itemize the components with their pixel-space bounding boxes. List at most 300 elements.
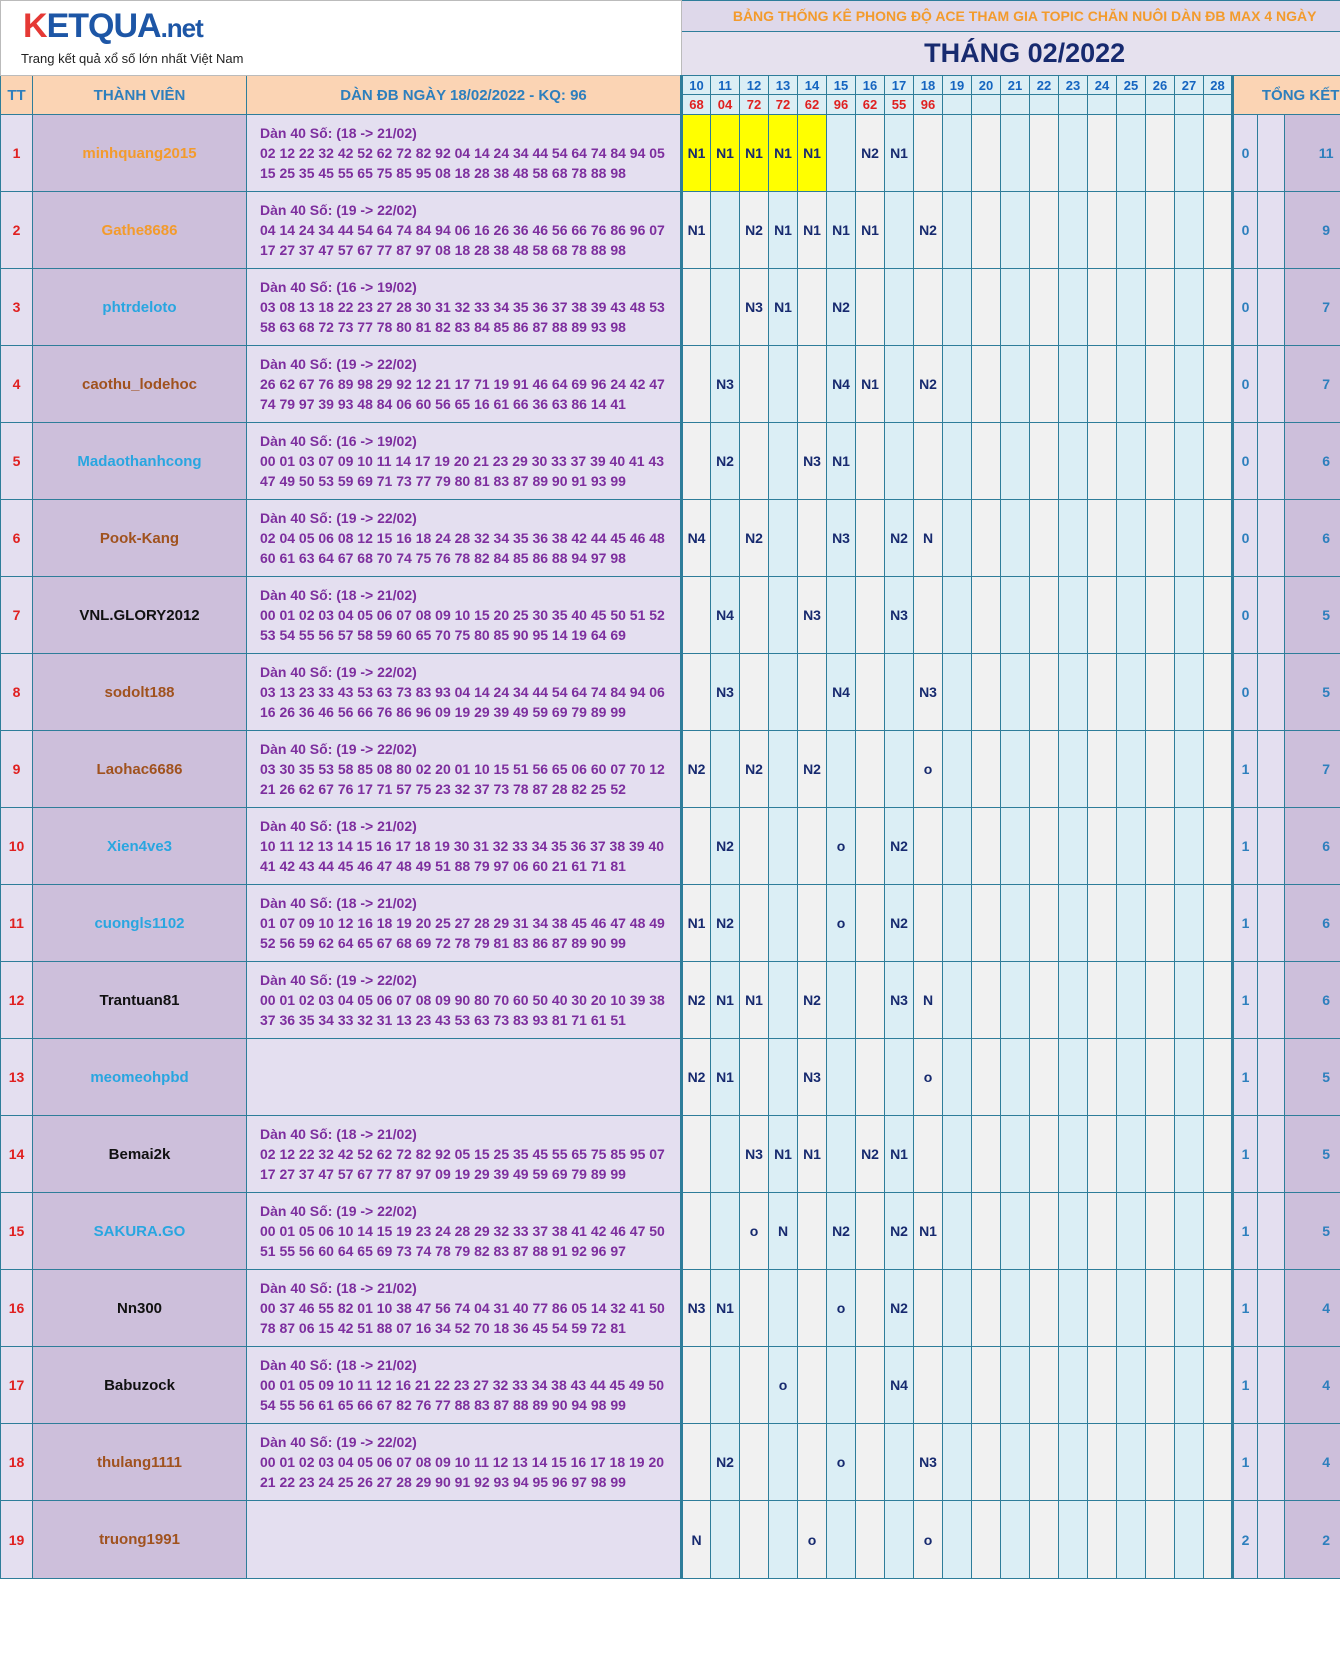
summary-spacer — [1258, 346, 1285, 423]
table-row — [1, 1501, 1340, 1579]
day-result — [1117, 95, 1146, 115]
day-cell — [1001, 346, 1030, 423]
day-result — [1175, 95, 1204, 115]
day-cell — [1001, 500, 1030, 577]
summary-miss: 1 — [1233, 1424, 1258, 1501]
day-cell — [1117, 1116, 1146, 1193]
day-cell — [1117, 500, 1146, 577]
table-row — [1, 1039, 1340, 1116]
day-cell — [827, 1501, 856, 1579]
day-cell — [1117, 192, 1146, 269]
table-row — [1, 269, 1340, 346]
day-cell: N3 — [798, 577, 827, 654]
day-cell: N2 — [798, 962, 827, 1039]
header-dan: DÀN ĐB NGÀY 18/02/2022 - KQ: 96 — [247, 76, 682, 115]
day-cell — [1146, 423, 1175, 500]
day-cell — [1030, 731, 1059, 808]
day-cell — [1175, 500, 1204, 577]
day-cell — [856, 885, 885, 962]
day-cell — [943, 346, 972, 423]
day-cell — [1117, 885, 1146, 962]
day-cell — [943, 1424, 972, 1501]
day-cell — [1146, 1501, 1175, 1579]
day-cell — [1088, 1039, 1117, 1116]
day-cell — [914, 808, 943, 885]
day-result: 62 — [856, 95, 885, 115]
summary-miss: 1 — [1233, 808, 1258, 885]
dan-title: Dàn 40 Số: (18 -> 21/02) — [260, 818, 417, 834]
dan-numbers: 26 62 67 76 89 98 29 92 12 21 17 71 19 91 46 64 69 96 24 42 47 — [260, 376, 665, 392]
day-cell — [856, 962, 885, 1039]
day-cell — [711, 192, 740, 269]
dan-title: Dàn 40 Số: (18 -> 21/02) — [260, 1126, 417, 1142]
day-cell — [740, 808, 769, 885]
dan-numbers: 00 01 03 07 09 10 11 14 17 19 20 21 23 29 30 33 37 39 40 41 43 — [260, 453, 665, 469]
day-result: 72 — [769, 95, 798, 115]
day-cell — [856, 1270, 885, 1347]
day-cell: o — [827, 1424, 856, 1501]
day-result — [972, 95, 1001, 115]
row-number: 19 — [1, 1501, 33, 1579]
day-cell — [827, 115, 856, 192]
day-cell — [798, 346, 827, 423]
summary-miss: 0 — [1233, 192, 1258, 269]
dan-numbers: 60 61 63 64 67 68 70 74 75 76 78 82 84 85 86 88 94 97 98 — [260, 550, 626, 566]
day-cell — [711, 1501, 740, 1579]
dan-cell — [247, 654, 682, 731]
day-cell — [943, 654, 972, 731]
day-cell — [1204, 1193, 1233, 1270]
table-row — [1, 731, 1340, 808]
dan-title: Dàn 40 Số: (19 -> 22/02) — [260, 972, 417, 988]
day-cell — [827, 731, 856, 808]
summary-spacer — [1258, 885, 1285, 962]
day-cell — [885, 1501, 914, 1579]
row-number: 3 — [1, 269, 33, 346]
day-cell — [1117, 962, 1146, 1039]
day-header: 10 — [682, 76, 711, 95]
day-cell — [1117, 577, 1146, 654]
dan-numbers: 21 22 23 24 25 26 27 28 29 90 91 92 93 94 95 96 97 98 99 — [260, 1474, 626, 1490]
day-header: 11 — [711, 76, 740, 95]
day-cell — [1088, 962, 1117, 1039]
day-cell — [711, 731, 740, 808]
day-cell — [769, 962, 798, 1039]
day-cell — [1146, 654, 1175, 731]
row-number: 8 — [1, 654, 33, 731]
day-cell — [1030, 1270, 1059, 1347]
summary-spacer — [1258, 962, 1285, 1039]
day-result: 62 — [798, 95, 827, 115]
dan-numbers: 03 08 13 18 22 23 27 28 30 31 32 33 34 35 36 37 38 39 43 48 53 — [260, 299, 665, 315]
day-cell — [711, 269, 740, 346]
day-cell — [1175, 1501, 1204, 1579]
day-cell: N1 — [827, 423, 856, 500]
day-cell — [740, 346, 769, 423]
table-row — [1, 808, 1340, 885]
day-cell — [1001, 885, 1030, 962]
day-cell — [1175, 885, 1204, 962]
summary-miss: 0 — [1233, 500, 1258, 577]
member-name: thulang1111 — [33, 1424, 247, 1501]
dan-title: Dàn 40 Số: (18 -> 21/02) — [260, 587, 417, 603]
member-name: Pook-Kang — [33, 500, 247, 577]
day-cell — [1175, 1424, 1204, 1501]
day-header: 21 — [1001, 76, 1030, 95]
dan-cell — [247, 1501, 682, 1579]
day-cell — [1204, 962, 1233, 1039]
day-cell — [914, 269, 943, 346]
day-cell — [1059, 423, 1088, 500]
day-cell: N1 — [711, 962, 740, 1039]
summary-spacer — [1258, 1347, 1285, 1424]
day-cell — [972, 192, 1001, 269]
day-cell — [1088, 654, 1117, 731]
day-header: 18 — [914, 76, 943, 95]
day-cell — [1059, 1424, 1088, 1501]
day-cell — [1175, 346, 1204, 423]
day-cell — [1175, 1270, 1204, 1347]
table-row — [1, 962, 1340, 1039]
day-cell: N1 — [740, 962, 769, 1039]
day-cell — [1175, 1347, 1204, 1424]
day-cell — [1030, 500, 1059, 577]
day-result: 68 — [682, 95, 711, 115]
day-cell — [769, 654, 798, 731]
member-name: SAKURA.GO — [33, 1193, 247, 1270]
day-cell — [1088, 423, 1117, 500]
day-cell — [798, 1270, 827, 1347]
day-cell — [711, 1193, 740, 1270]
day-cell: N4 — [885, 1347, 914, 1424]
member-name: truong1991 — [33, 1501, 247, 1579]
summary-miss: 1 — [1233, 885, 1258, 962]
summary-total: 5 — [1285, 1116, 1340, 1193]
day-cell: N3 — [827, 500, 856, 577]
day-cell — [711, 1116, 740, 1193]
day-cell — [1117, 115, 1146, 192]
day-cell: N2 — [682, 1039, 711, 1116]
day-cell — [1030, 885, 1059, 962]
day-cell — [856, 269, 885, 346]
dan-title: Dàn 40 Số: (19 -> 22/02) — [260, 741, 417, 757]
day-result: 96 — [827, 95, 856, 115]
day-header: 28 — [1204, 76, 1233, 95]
day-cell — [1117, 346, 1146, 423]
day-cell: N2 — [885, 500, 914, 577]
dan-cell — [247, 577, 682, 654]
summary-spacer — [1258, 115, 1285, 192]
day-cell — [1146, 808, 1175, 885]
day-result: 96 — [914, 95, 943, 115]
day-cell — [1088, 731, 1117, 808]
day-cell — [769, 423, 798, 500]
day-cell — [1059, 1116, 1088, 1193]
day-cell — [1059, 577, 1088, 654]
day-cell — [769, 500, 798, 577]
day-cell: N3 — [885, 962, 914, 1039]
day-cell — [1204, 1347, 1233, 1424]
day-cell — [972, 269, 1001, 346]
day-cell — [1204, 1270, 1233, 1347]
day-cell — [740, 1270, 769, 1347]
day-result: 72 — [740, 95, 769, 115]
day-cell — [1146, 1347, 1175, 1424]
row-number: 5 — [1, 423, 33, 500]
day-cell — [1088, 1501, 1117, 1579]
dan-cell — [247, 1424, 682, 1501]
day-cell — [769, 1424, 798, 1501]
dan-numbers: 41 42 43 44 45 46 47 48 49 51 88 79 97 06 60 21 61 71 81 — [260, 858, 626, 874]
day-cell: N2 — [885, 1270, 914, 1347]
day-cell: N1 — [769, 1116, 798, 1193]
day-cell — [740, 423, 769, 500]
dan-cell — [247, 346, 682, 423]
day-cell — [1001, 1424, 1030, 1501]
day-cell: o — [827, 1270, 856, 1347]
day-cell — [1146, 1270, 1175, 1347]
day-cell — [1088, 1424, 1117, 1501]
summary-miss: 1 — [1233, 1039, 1258, 1116]
day-cell — [1001, 192, 1030, 269]
day-cell — [972, 1193, 1001, 1270]
day-cell — [1001, 1501, 1030, 1579]
dan-numbers: 17 27 37 47 57 67 77 87 97 09 19 29 39 49 59 69 79 89 99 — [260, 1166, 626, 1182]
day-cell: N1 — [740, 115, 769, 192]
day-cell — [1088, 115, 1117, 192]
day-cell — [885, 731, 914, 808]
day-cell — [740, 577, 769, 654]
day-cell — [972, 1039, 1001, 1116]
dan-numbers: 00 01 02 03 04 05 06 07 08 09 10 11 12 13 14 15 16 17 18 19 20 — [260, 1454, 665, 1470]
day-cell: N1 — [798, 192, 827, 269]
dan-title: Dàn 40 Số: (19 -> 22/02) — [260, 356, 417, 372]
day-cell — [1088, 346, 1117, 423]
day-cell: N3 — [740, 1116, 769, 1193]
dan-numbers: 00 01 02 03 04 05 06 07 08 09 90 80 70 60 50 40 30 20 10 39 38 — [260, 992, 665, 1008]
summary-miss: 2 — [1233, 1501, 1258, 1579]
day-cell — [856, 654, 885, 731]
day-cell — [711, 1347, 740, 1424]
day-cell — [1030, 962, 1059, 1039]
day-cell — [1204, 500, 1233, 577]
dan-title: Dàn 40 Số: (18 -> 21/02) — [260, 125, 417, 141]
day-cell — [682, 808, 711, 885]
day-cell — [1059, 1501, 1088, 1579]
day-cell — [682, 346, 711, 423]
day-cell: N1 — [798, 115, 827, 192]
summary-spacer — [1258, 269, 1285, 346]
day-cell: N1 — [682, 115, 711, 192]
member-name: cuongls1102 — [33, 885, 247, 962]
day-cell — [914, 115, 943, 192]
day-cell — [943, 731, 972, 808]
day-cell — [1030, 1347, 1059, 1424]
dan-title: Dàn 40 Số: (19 -> 22/02) — [260, 202, 417, 218]
day-cell — [827, 1116, 856, 1193]
dan-cell — [247, 192, 682, 269]
member-name: Nn300 — [33, 1270, 247, 1347]
day-cell: o — [769, 1347, 798, 1424]
day-cell — [1088, 1270, 1117, 1347]
logo[interactable] — [1, 1, 682, 76]
day-cell: N — [769, 1193, 798, 1270]
day-cell — [1001, 115, 1030, 192]
day-cell — [972, 577, 1001, 654]
day-cell — [914, 1270, 943, 1347]
day-cell: N4 — [682, 500, 711, 577]
row-number: 12 — [1, 962, 33, 1039]
logo-brand: ETQUA — [46, 7, 161, 45]
day-result: 55 — [885, 95, 914, 115]
day-cell: N3 — [711, 346, 740, 423]
day-cell — [769, 1501, 798, 1579]
dan-numbers: 37 36 35 34 33 32 31 13 23 43 53 63 73 83 93 81 71 61 51 — [260, 1012, 626, 1028]
summary-spacer — [1258, 1039, 1285, 1116]
day-cell: N1 — [914, 1193, 943, 1270]
dan-cell — [247, 885, 682, 962]
day-cell — [943, 1116, 972, 1193]
summary-total: 2 — [1285, 1501, 1340, 1579]
day-cell — [1204, 346, 1233, 423]
day-cell — [972, 423, 1001, 500]
day-cell — [943, 577, 972, 654]
day-cell — [1146, 1116, 1175, 1193]
table-row — [1, 192, 1340, 269]
dan-numbers: 58 63 68 72 73 77 78 80 81 82 83 84 85 86 87 88 89 93 98 — [260, 319, 626, 335]
summary-total: 6 — [1285, 962, 1340, 1039]
day-cell: N1 — [769, 192, 798, 269]
day-header: 23 — [1059, 76, 1088, 95]
day-cell — [1146, 192, 1175, 269]
row-number: 4 — [1, 346, 33, 423]
day-cell — [1088, 885, 1117, 962]
dan-numbers: 00 01 05 06 10 14 15 19 23 24 28 29 32 33 37 38 41 42 46 47 50 — [260, 1223, 665, 1239]
day-cell — [769, 885, 798, 962]
day-cell — [1146, 1039, 1175, 1116]
day-cell — [1204, 654, 1233, 731]
day-cell — [1001, 1347, 1030, 1424]
day-result — [943, 95, 972, 115]
day-cell: N1 — [711, 1270, 740, 1347]
dan-numbers: 74 79 97 39 93 48 84 06 60 56 65 16 61 66 36 63 86 14 41 — [260, 396, 626, 412]
dan-cell — [247, 962, 682, 1039]
month-title: THÁNG 02/2022 — [682, 32, 1340, 76]
day-cell — [1088, 577, 1117, 654]
summary-miss: 1 — [1233, 731, 1258, 808]
day-cell — [1088, 808, 1117, 885]
summary-spacer — [1258, 808, 1285, 885]
table-row — [1, 654, 1340, 731]
summary-miss: 0 — [1233, 654, 1258, 731]
day-cell — [1146, 1424, 1175, 1501]
day-cell — [885, 346, 914, 423]
dan-numbers: 53 54 55 56 57 58 59 60 65 70 75 80 85 90 95 14 19 64 69 — [260, 627, 626, 643]
day-cell: N — [914, 500, 943, 577]
day-cell: N2 — [711, 808, 740, 885]
day-cell: N1 — [711, 115, 740, 192]
day-cell — [1059, 731, 1088, 808]
day-cell: N1 — [885, 1116, 914, 1193]
day-cell — [682, 269, 711, 346]
day-cell — [1146, 269, 1175, 346]
day-cell — [1175, 731, 1204, 808]
summary-total: 6 — [1285, 500, 1340, 577]
day-cell — [856, 423, 885, 500]
table-row — [1, 1424, 1340, 1501]
day-cell — [798, 1193, 827, 1270]
day-cell — [740, 1424, 769, 1501]
dan-numbers: 78 87 06 15 42 51 88 07 16 34 52 70 18 36 45 54 59 72 81 — [260, 1320, 626, 1336]
day-cell: N2 — [856, 1116, 885, 1193]
day-cell: N2 — [827, 269, 856, 346]
table-row — [1, 1347, 1340, 1424]
title-row — [1, 1, 1340, 32]
dan-cell — [247, 115, 682, 192]
dan-numbers: 51 55 56 60 64 65 69 73 74 78 79 82 83 87 88 91 92 96 97 — [260, 1243, 626, 1259]
day-header: 26 — [1146, 76, 1175, 95]
day-cell — [972, 1501, 1001, 1579]
day-cell — [943, 1501, 972, 1579]
day-cell — [682, 1424, 711, 1501]
day-cell — [1175, 1116, 1204, 1193]
day-cell — [1030, 1039, 1059, 1116]
day-cell — [1117, 1424, 1146, 1501]
dan-cell — [247, 731, 682, 808]
day-cell — [1001, 1270, 1030, 1347]
member-name: Madaothanhcong — [33, 423, 247, 500]
summary-total: 5 — [1285, 1193, 1340, 1270]
summary-spacer — [1258, 1116, 1285, 1193]
day-cell — [1059, 1039, 1088, 1116]
header-member: THÀNH VIÊN — [33, 76, 247, 115]
row-number: 16 — [1, 1270, 33, 1347]
day-cell: N — [682, 1501, 711, 1579]
day-cell — [972, 1116, 1001, 1193]
day-cell: N3 — [885, 577, 914, 654]
dan-numbers: 04 14 24 34 44 54 64 74 84 94 06 16 26 36 46 56 66 76 86 96 07 — [260, 222, 665, 238]
day-cell — [1117, 269, 1146, 346]
day-result — [1030, 95, 1059, 115]
dan-title: Dàn 40 Số: (18 -> 21/02) — [260, 895, 417, 911]
row-number: 9 — [1, 731, 33, 808]
dan-numbers: 17 27 37 47 57 67 77 87 97 08 18 28 38 48 58 68 78 88 98 — [260, 242, 626, 258]
days-row — [1, 76, 1340, 95]
day-cell — [1001, 1193, 1030, 1270]
day-cell: N2 — [885, 808, 914, 885]
day-cell — [1175, 808, 1204, 885]
day-cell — [972, 1347, 1001, 1424]
day-cell: N1 — [885, 115, 914, 192]
logo-net: .net — [160, 13, 203, 43]
header-summary: TỔNG KẾT — [1233, 76, 1340, 115]
dan-title: Dàn 40 Số: (16 -> 19/02) — [260, 433, 417, 449]
day-cell — [827, 1039, 856, 1116]
summary-total: 5 — [1285, 577, 1340, 654]
day-cell — [885, 1424, 914, 1501]
day-cell — [1204, 423, 1233, 500]
day-cell — [856, 1193, 885, 1270]
day-cell — [1146, 346, 1175, 423]
day-cell: N1 — [682, 192, 711, 269]
dan-cell — [247, 808, 682, 885]
day-cell — [1001, 577, 1030, 654]
day-cell — [827, 1347, 856, 1424]
day-cell — [972, 962, 1001, 1039]
day-cell — [1204, 1116, 1233, 1193]
day-cell — [1175, 1193, 1204, 1270]
day-cell — [1030, 1116, 1059, 1193]
